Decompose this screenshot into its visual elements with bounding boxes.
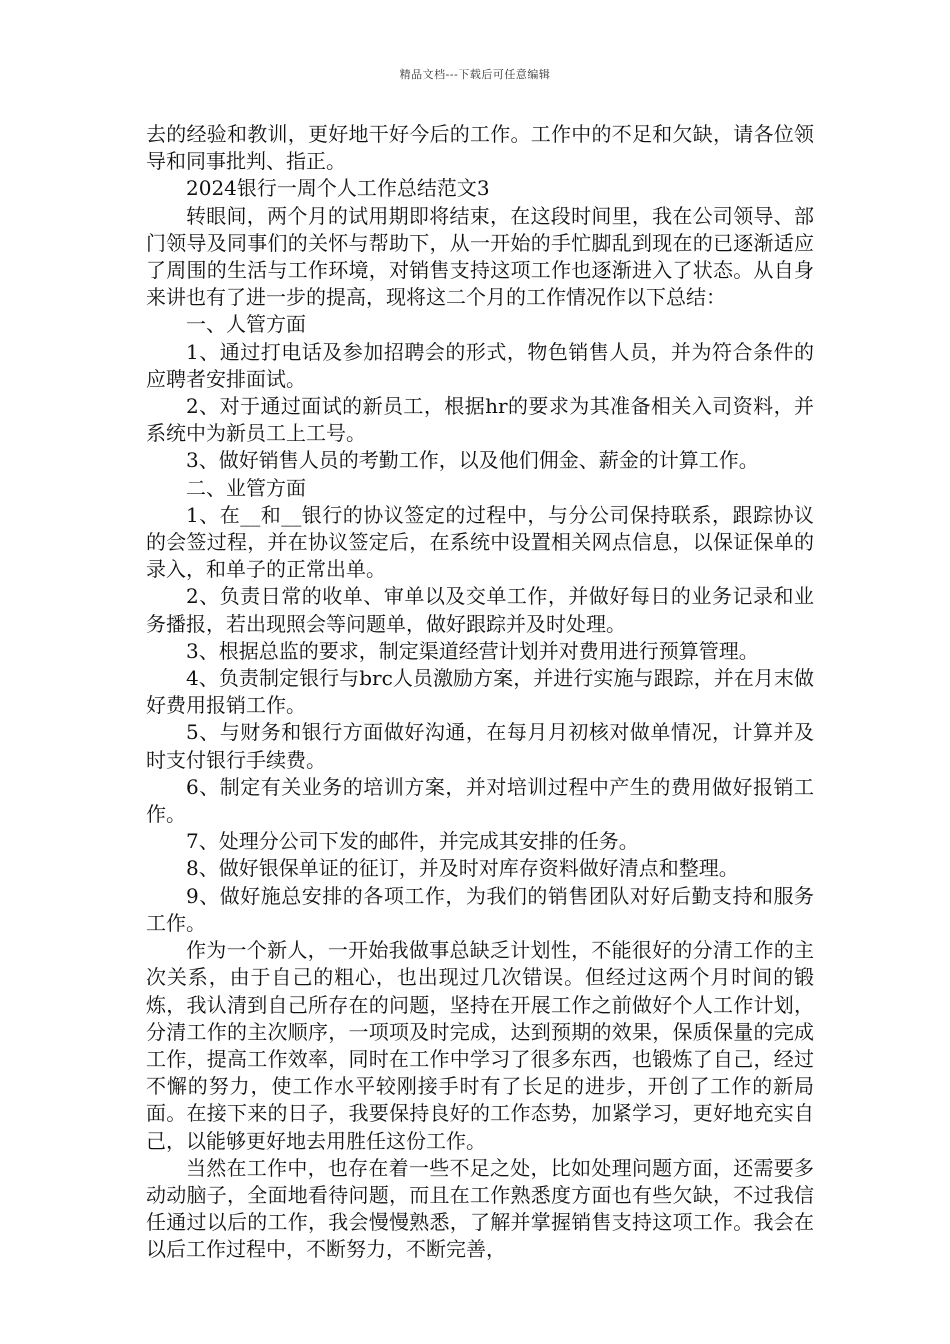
paragraph: 当然在工作中，也存在着一些不足之处，比如处理问题方面，还需要多动动脑子，全面地看待问题，而且在工作熟悉度方面也有些欠缺，不过我信任通过以后的工作，我会慢慢熟悉，了解并掌握销售支持这项工作。我会在以后工作过程中，不断努力，不断完善， xyxy=(146,1155,814,1262)
list-item: 1、通过打电话及参加招聘会的形式，物色销售人员，并为符合条件的应聘者安排面试。 xyxy=(146,339,814,391)
section-heading: 二、业管方面 xyxy=(186,475,306,500)
paragraph: 去的经验和教训，更好地干好今后的工作。工作中的不足和欠缺，请各位领导和同事批判、指正。 xyxy=(146,122,814,174)
list-item: 8、做好银保单证的征订，并及时对库存资料做好清点和整理。 xyxy=(186,856,739,881)
list-item: 4、负责制定银行与brc人员激励方案，并进行实施与跟踪，并在月末做好费用报销工作。 xyxy=(146,666,814,718)
list-item: 3、做好销售人员的考勤工作，以及他们佣金、薪金的计算工作。 xyxy=(186,448,759,473)
list-item: 3、根据总监的要求，制定渠道经营计划并对费用进行预算管理。 xyxy=(186,638,759,663)
list-item: 1、在__和__银行的协议签定的过程中，与分公司保持联系，跟踪协议的会签过程，并在协议签定后，在系统中设置相关网点信息，以保证保单的录入，和单子的正常出单。 xyxy=(146,502,814,582)
paragraph: 转眼间，两个月的试用期即将结束，在这段时间里，我在公司领导、部门领导及同事们的关怀与帮助下，从一开始的手忙脚乱到现在的已逐渐适应了周围的生活与工作环境，对销售支持这项工作也逐渐进入了状态。从自身来讲也有了进一步的提高，现将这二个月的工作情况作以下总结： xyxy=(146,203,814,310)
list-item: 2、对于通过面试的新员工，根据hr的要求为其准备相关入司资料，并系统中为新员工上工号。 xyxy=(146,394,814,446)
paragraph: 作为一个新人，一开始我做事总缺乏计划性，不能很好的分清工作的主次关系，由于自己的粗心，也出现过几次错误。但经过这两个月时间的锻炼，我认清到自己所存在的问题，坚持在开展工作之前做好个人工作计划，分清工作的主次顺序，一项项及时完成，达到预期的效果，保质保量的完成工作，提高工作效率，同时在工作中学习了很多东西，也锻炼了自己，经过不懈的努力，使工作水平较刚接手时有了长足的进步，开创了工作的新局面。在接下来的日子，我要保持良好的工作态势，加紧学习，更好地充实自己，以能够更好地去用胜任这份工作。 xyxy=(146,938,814,1153)
section-heading: 一、人管方面 xyxy=(186,312,306,337)
list-item: 5、与财务和银行方面做好沟通，在每月月初核对做单情况，计算并及时支付银行手续费。 xyxy=(146,720,814,772)
list-item: 6、制定有关业务的培训方案，并对培训过程中产生的费用做好报销工作。 xyxy=(146,774,814,827)
list-item: 2、负责日常的收单、审单以及交单工作，并做好每日的业务记录和业务播报，若出现照会等问题单，做好跟踪并及时处理。 xyxy=(146,584,814,636)
document-body xyxy=(146,121,814,1264)
list-item: 7、处理分公司下发的邮件，并完成其安排的任务。 xyxy=(186,829,639,854)
section-title: 2024银行一周个人工作总结范文3 xyxy=(186,176,490,201)
page-header: 精品文档---下载后可任意编辑 xyxy=(399,68,551,81)
list-item: 9、做好施总安排的各项工作，为我们的销售团队对好后勤支持和服务工作。 xyxy=(146,883,814,935)
